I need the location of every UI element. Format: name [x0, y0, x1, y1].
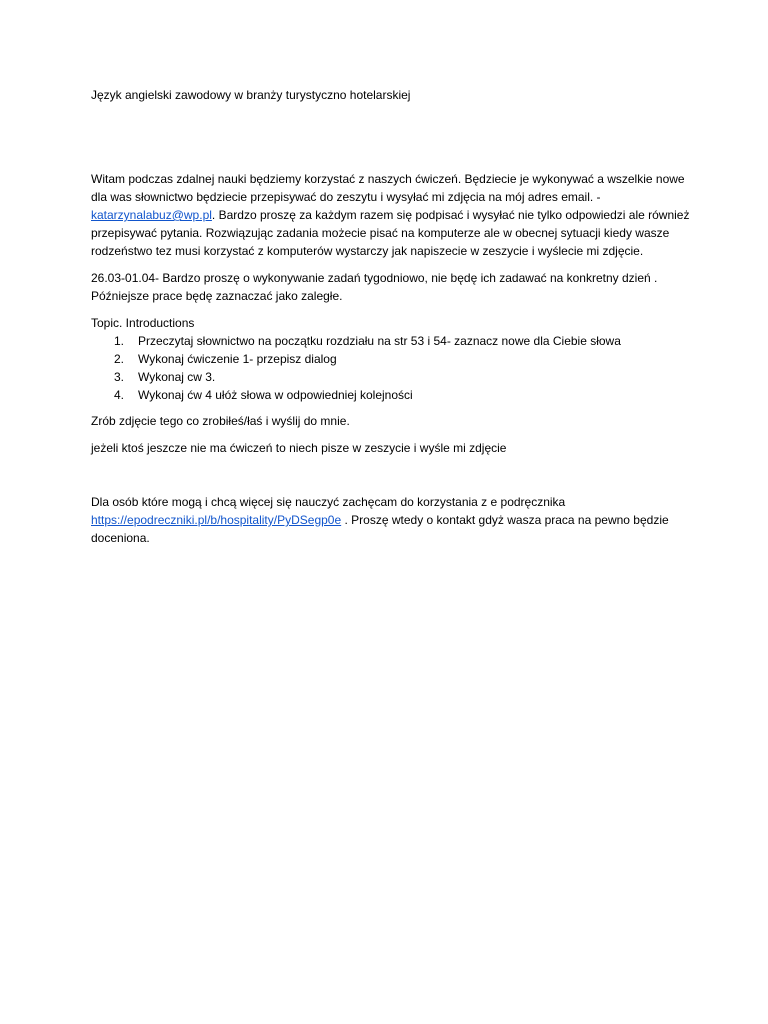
list-item-text: Wykonaj ćw 4 ułóż słowa w odpowiedniej kolejności: [138, 388, 413, 402]
list-item: [91, 386, 691, 404]
topic-heading: Topic. Introductions: [91, 316, 195, 330]
list-item-number: 3.: [114, 370, 125, 384]
list-item-text: Wykonaj ćwiczenie 1- przepisz dialog: [138, 352, 337, 366]
epodreczniki-link[interactable]: https://epodreczniki.pl/b/hospitality/PyDSegp0e: [91, 513, 342, 527]
list-item: [91, 350, 691, 368]
no-exercises-note: jeżeli ktoś jeszcze nie ma ćwiczeń to niech pisze w zeszycie i wyśle mi zdjęcie: [91, 441, 507, 455]
schedule-paragraph: 26.03-01.04- Bardzo proszę o wykonywanie zadań tygodniowo, nie będę ich zadawać na konkretny dzień . Późniejsze prace będę zaznaczać jako zaległe.: [91, 271, 658, 303]
email-link[interactable]: katarzynalabuz@wp.pl: [91, 208, 212, 222]
list-item-number: 2.: [114, 352, 125, 366]
extra-text-part1: Dla osób które mogą i chcą więcej się nauczyć zachęcam do korzystania z e podręcznika: [91, 495, 566, 509]
photo-note: Zrób zdjęcie tego co zrobiłeś/łaś i wyślij do mnie.: [91, 414, 350, 428]
document-page: [91, 86, 691, 547]
list-item-number: 1.: [114, 334, 125, 348]
intro-text-part2: . Bardzo proszę za każdym razem się podpisać i wysyłać nie tylko odpowiedzi ale również przepisywać pytania. Rozwiązując zadania możecie pisać na komputerze ale w obecnej sytuacji kiedy wasze rodzeństwo tez musi korzystać z komputerów wystarczy jak napiszecie w zeszycie i wyślecie mi zdjęcie.: [91, 208, 690, 258]
list-item-number: 4.: [114, 388, 125, 402]
task-list: [91, 332, 691, 404]
list-item: [91, 368, 691, 386]
extra-paragraph: [91, 493, 691, 547]
intro-paragraph: [91, 170, 691, 260]
document-title: Język angielski zawodowy w branży turystyczno hotelarskiej: [91, 88, 411, 102]
list-item: [91, 332, 691, 350]
list-item-text: Przeczytaj słownictwo na początku rozdziału na str 53 i 54- zaznacz nowe dla Ciebie słowa: [138, 334, 621, 348]
extra-text-part2: . Proszę wtedy o kontakt gdyż wasza praca na pewno będzie doceniona.: [91, 513, 669, 545]
list-item-text: Wykonaj cw 3.: [138, 370, 216, 384]
intro-text-part1: Witam podczas zdalnej nauki będziemy korzystać z naszych ćwiczeń. Będziecie je wykonywać a wszelkie nowe dla was słownictwo będziecie przepisywać do zeszytu i wysyłać mi zdjęcia na mój adres email. -: [91, 172, 685, 204]
